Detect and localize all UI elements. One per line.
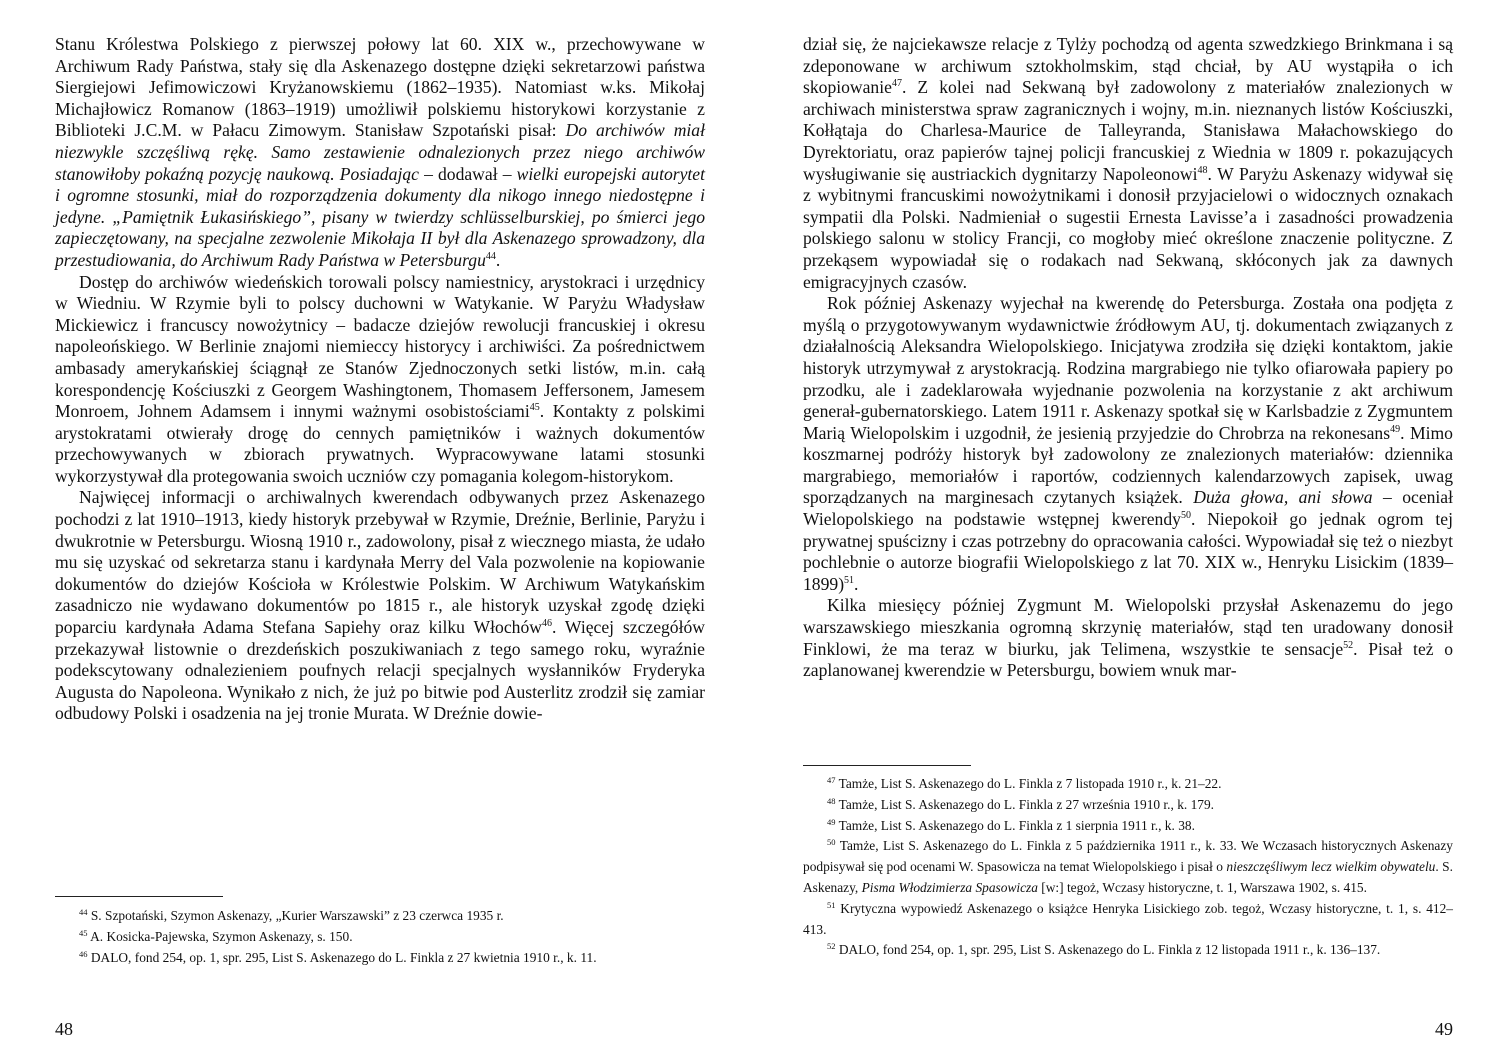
footnote-ref-47[interactable]: 47: [891, 78, 902, 90]
page-number-right: 49: [1435, 1019, 1453, 1039]
right-footnotes: [803, 774, 1453, 961]
right-paragraph-3: Kilka miesięcy później Zygmunt M. Wielopolski przysłał Askenazemu do jego warszawskiego mieszkania ogromną skrzynię materiałów, stąd ten uradowany donosił Finklowi, że ma teraz w biurku, jak Telimena, wszystkie te sensacje$^{52}$. Pisał też o zaplanowanej kwerendzie w Petersburgu, bowiem wnuk mar-: [803, 595, 1453, 681]
left-body-text: [55, 34, 705, 725]
left-paragraph-2: Dostęp do archiwów wiedeńskich torowali polscy namiestnicy, arystokraci i urzędnicy w Wiedniu. W Rzymie byli to polscy duchowni w Watykanie. W Paryżu Władysław Mickiewicz i francuscy nowożytnicy – badacze dziejów rewolucji francuskiej i okresu napoleońskiego. W Berlinie znajomi niemieccy historycy i archiwiści. Za pośrednictwem ambasady amerykańskiej ściągnął ze Stanów Zjednoczonych setki listów, m.in. całą korespondencję Kościuszki z Georgem Washingtonem, Thomasem Jeffersonem, Jamesem Monroem, Johnem Adamsem i innymi ważnymi osobistościami$^{45}$. Kontakty z polskimi arystokratami otwierały drogę do cennych pamiętników i ważnych dokumentów przechowywanych w zbiorach prywatnych. Wypracowywane latami stosunki wykorzystywał dla protegowania swoich uczniów czy pomagania kolegom-historykom.: [55, 271, 705, 486]
footnote-52: $^{52}$ DALO, fond 254, op. 1, spr. 295, List S. Askenazego do L. Finkla z 12 listopada 1911 r., k. 136–137.: [827, 941, 1381, 958]
footnote-ref-45[interactable]: 45: [529, 402, 540, 414]
page-number-left: 48: [55, 1019, 73, 1039]
footnote-50: $^{50}$ Tamże, List S. Askenazego do L. Finkla z 5 października 1911 r., k. 33. We Wczasach historycznych Askenazy podpisywał się pod ocenami W. Spasowicza na temat Wielopolskiego i pisał o nieszczęśliwym lecz wielkim obywatelu. S. Askenazy, Pisma Włodzimierza Spasowicza [w:] tegoż, Wczasy historyczne, t. 1, Warszawa 1902, s. 415.: [803, 837, 1454, 895]
left-footnotes: [55, 906, 705, 968]
footnote-ref-48[interactable]: 48: [1197, 164, 1208, 176]
footnote-ref-44[interactable]: 44: [485, 250, 496, 262]
footnote-ref-49[interactable]: 49: [1390, 423, 1401, 435]
footnote-ref-46[interactable]: 46: [541, 618, 552, 630]
footnote-44: $^{44}$ S. Szpotański, Szymon Askenazy, „Kurier Warszawski” z 23 czerwca 1935 r.: [79, 907, 504, 923]
footnote-47: $^{47}$ Tamże, List S. Askenazego do L. Finkla z 7 listopada 1910 r., k. 21–22.: [827, 775, 1222, 791]
footnote-46: $^{46}$ DALO, fond 254, op. 1, spr. 295, List S. Askenazego do L. Finkla z 27 kwietnia 1910 r., k. 11.: [79, 948, 597, 965]
footnote-divider: [55, 896, 223, 897]
right-body-text: [803, 34, 1453, 682]
left-paragraph-3: Najwięcej informacji o archiwalnych kwerendach odbywanych przez Askenazego pochodzi z lat 1910–1913, kiedy historyk przebywał w Rzymie, Dreźnie, Berlinie, Paryżu i dwukrotnie w Petersburgu. Wiosną 1910 r., zadowolony, pisał z wiecznego miasta, że udało mu się uzyskać od sekretarza stanu i kardynała Merry del Vala pozwolenie na kopiowanie dokumentów do dziejów Kościoła w Królestwie Polskim. W Archiwum Watykańskim zasadniczo nie wydawano dokumentów po 1815 r., ale historyk uzyskał zgodę dzięki poparciu kardynała Adama Stefana Sapiehy oraz kilku Włochów$^{46}$. Więcej szczegółów przekazywał listownie o drezdeńskich poszukiwaniach z tego samego roku, wyraźnie podekscytowany odnalezieniem poufnych relacji specjalnych wysłanników Fryderyka Augusta do Napoleona. Wynikało z nich, że już po bitwie pod Austerlitz zrodził się zamiar odbudowy Polski i osadzenia na jej tronie Murata. W Dreźnie dowie-: [55, 487, 705, 724]
right-paragraph-2: Rok później Askenazy wyjechał na kwerendę do Petersburga. Została ona podjęta z myślą o przygotowywanym wydawnictwie źródłowym AU, tj. dokumentach związanych z działalnością Aleksandra Wielopolskiego. Inicjatywa zrodziła się dzięki kontaktom, jakie historyk utrzymywał z arystokracją. Rodzina margrabiego nie tylko ofiarowała papiery po przodku, ale i zadeklarowała wyjednanie pozwolenia na korzystanie z akt archiwum generał-gubernatorskiego. Latem 1911 r. Askenazy spotkał się w Karlsbadzie z Zygmuntem Marią Wielopolskim i uzgodnił, że jesienią przyjedzie do Chrobrza na rekonesans$^{49}$. Mimo koszmarnej podróży historyk był zadowolony ze znalezionych materiałów: dziennika margrabiego, memoriałów i raportów, codziennych kalendarzowych zapisek, uwag sporządzanych na marginesach czytanych książek. Duża głowa, ani słowa – oceniał Wielopolskiego na podstawie wstępnej kwerendy$^{50}$. Niepokoił go jednak ogrom tej prywatnej spuścizny i czas potrzebny do opracowania całości. Wypowiadał się też o niezbyt pochlebnie o autorze biografii Wielopolskiego z lat 70. XIX w., Henryku Lisickim (1839–1899)$^{51}$.: [803, 293, 1454, 594]
left-paragraph-1: Stanu Królestwa Polskiego z pierwszej połowy lat 60. XIX w., przechowywane w Archiwum Rady Państwa, stały się dla Askenazego dostępne dzięki sekretarzowi państwa Siergiejowi Jefimowiczowi Kryżanowskiemu (1862–1935). Natomiast w.ks. Mikołaj Michajłowicz Romanow (1863–1919) umożliwił polskiemu historykowi korzystanie z Biblioteki J.C.M. w Pałacu Zimowym. Stanisław Szpotański pisał: Do archiwów miał niezwykle szczęśliwą rękę. Samo zestawienie odnalezionych przez niego archiwów stanowiłoby pokaźną pozycję naukową. Posiadając – dodawał – wielki europejski autorytet i ogromne stosunki, miał do rozporządzenia dokumenty dla nikogo innego niedostępne i jedyne. „Pamiętnik Łukasińskiego”, pisany w twierdzy schlüsselburskiej, po śmierci jego zapieczętowany, na specjalne zezwolenie Mikołaja II był dla Askenazego sprowadzony, dla przestudiowania, do Archiwum Rady Państwa w Petersburgu$^{44}$.: [55, 34, 705, 270]
right-paragraph-1: dział się, że najciekawsze relacje z Tylży pochodzą od agenta szwedzkiego Brinkmana i są zdeponowane w archiwum sztokholmskim, stąd chciał, by AU wystąpiła o ich skopiowanie$^{47}$. Z kolei nad Sekwaną był zadowolony z materiałów znalezionych w archiwach ministerstwa spraw zagranicznych i wojny, m.in. nieznanych listów Kościuszki, Kołłątaja do Charlesa-Maurice de Talleyranda, Stanisława Małachowskiego do Dyrektoriatu, oraz papierów tajnej policji francuskiej z Wiednia w 1809 r. pokazujących wysługiwanie się austriackich dygnitarzy Napoleonowi$^{48}$. W Paryżu Askenazy widywał się z wybitnymi francuskimi nowożytnikami i donosił przyjacielowi o widocznych oznakach sympatii dla Polski. Nadmieniał o sugestii Ernesta Lavisse’a i zasadności prowadzenia polskiego salonu w stolicy Francji, co mogłoby mieć określone znaczenie polityczne. Z przekąsem wypowiadał się o rodakach nad Sekwaną, skłóconych jak za dawnych emigracyjnych czasów.: [803, 34, 1454, 292]
footnote-ref-52[interactable]: 52: [1343, 639, 1354, 651]
footnote-48: $^{48}$ Tamże, List S. Askenazego do L. Finkla z 27 września 1910 r., k. 179.: [827, 795, 1215, 812]
footnote-ref-51[interactable]: 51: [844, 574, 855, 586]
footnote-divider: [803, 765, 971, 766]
footnote-ref-50[interactable]: 50: [1180, 510, 1191, 522]
footnote-49: $^{49}$ Tamże, List S. Askenazego do L. Finkla z 1 sierpnia 1911 r., k. 38.: [827, 816, 1195, 833]
footnote-45: $^{45}$ A. Kosicka-Pajewska, Szymon Askenazy, s. 150.: [79, 927, 353, 944]
right-page: [803, 0, 1453, 1064]
footnote-51: $^{51}$ Krytyczna wypowiedź Askenazego o książce Henryka Lisickiego zob. tegoż, Wczasy historyczne, t. 1, s. 412–413.: [803, 899, 1453, 937]
left-page: [55, 0, 705, 1064]
